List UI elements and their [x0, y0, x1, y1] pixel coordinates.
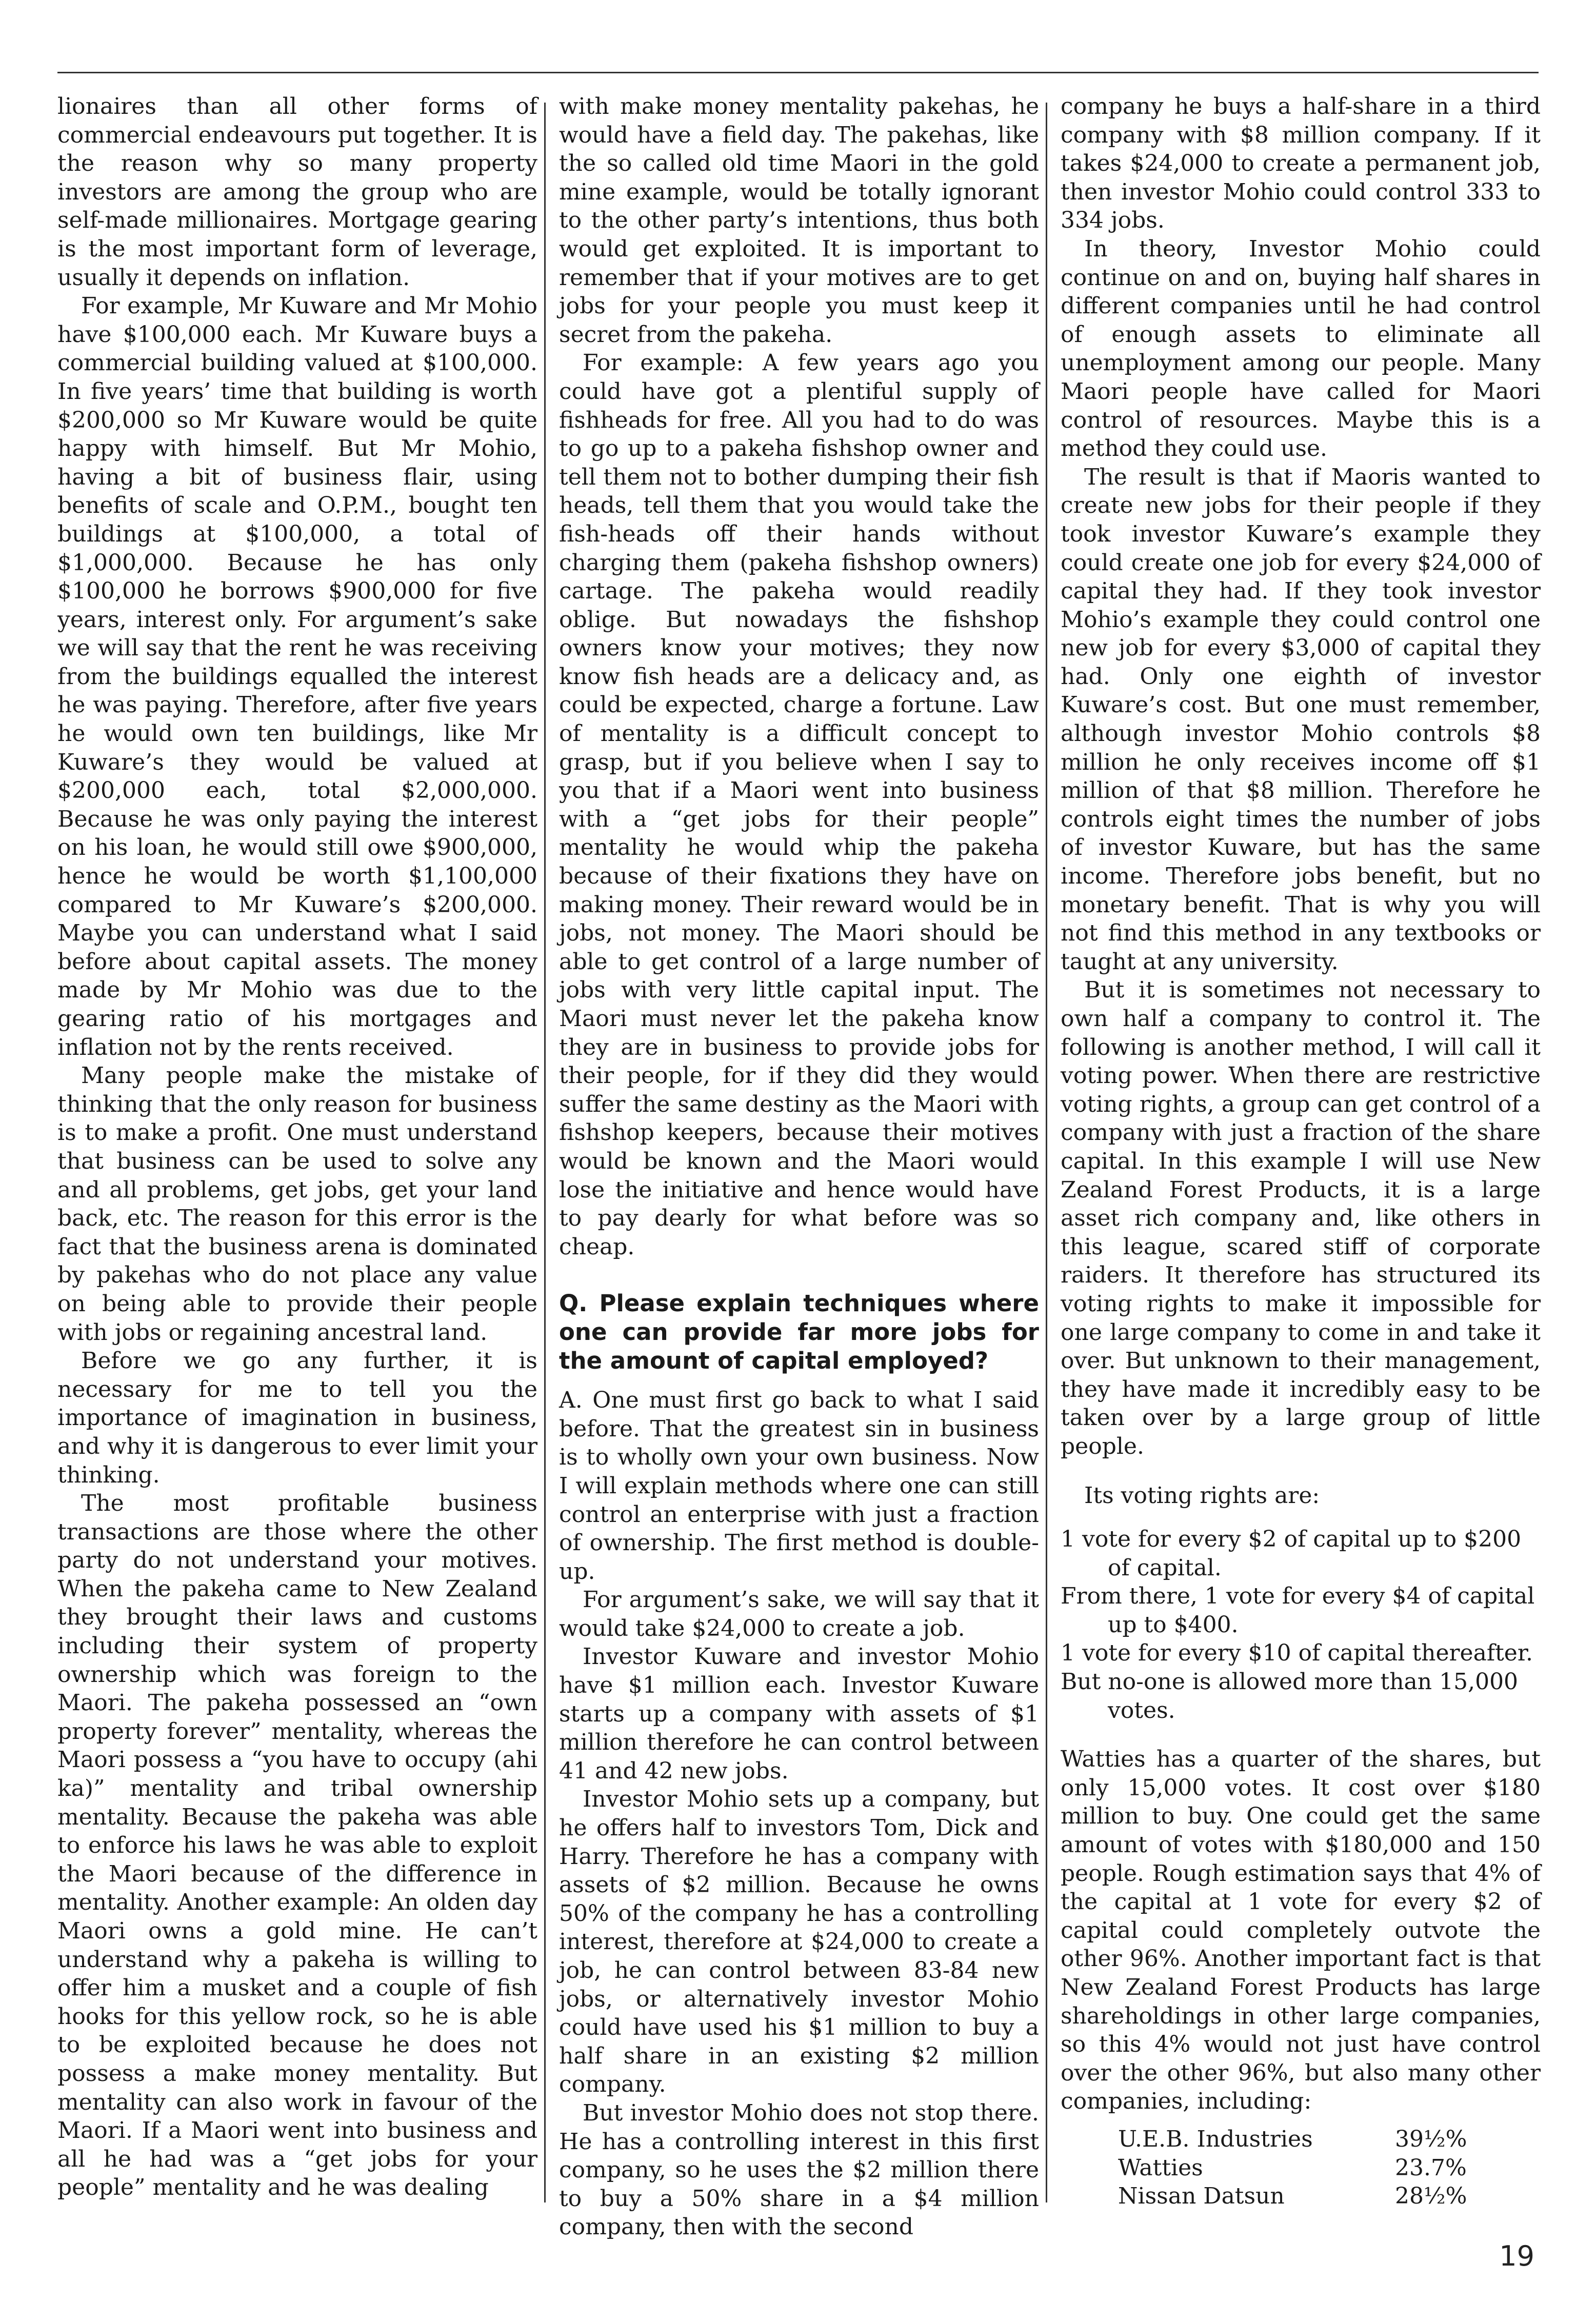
text-column-3 — [1061, 92, 1541, 2211]
paragraph: Before we go any further, it is necessary for me to tell you the importance of imagination in business, and why it is dangerous to ever limit your thinking. — [57, 1348, 537, 1488]
list-item: But no-one is allowed more than 15,000 votes. — [1061, 1669, 1519, 1724]
paragraph: Watties has a quarter of the shares, but only 15,000 votes. It cost over $180 million to buy. One could get the same amount of votes with $180,000 and 150 people. Rough estimation says that 4% of the capital at 1 vote for every $2 of capital could completely outvote the other 96%. Another important fact is that New Zealand Forest Products has large shareholdings in other large companies, so this 4% would not just have control over the other 96%, but also many other companies, including: — [1061, 1746, 1541, 2115]
voting-rules-list — [1061, 1525, 1541, 1725]
holdings-table — [1118, 2125, 1498, 2211]
paragraph: For example, Mr Kuware and Mr Mohio have $100,000 each. Mr Kuware buys a commercial building valued at $100,000. In five years’ time that building is worth $200,000 so Mr Kuware would be quite happy with himself. But Mr Mohio, having a bit of business flair, using benefits of scale and O.P.M., bought ten buildings at $100,000, a total of $1,000,000. Because he has only $100,000 he borrows $900,000 for five years, interest only. For argument’s sake we will say that the rent he was receiving from the buildings equalled the interest he was paying. Therefore, after five years he would own ten buildings, like Mr Kuware’s they would be valued at $200,000 each, total $2,000,000. Because he was only paying the interest on his loan, he would still owe $900,000, hence he would be worth $1,100,000 compared to Mr Kuware’s $200,000. Maybe you can understand what I said before about capital assets. The money made by Mr Mohio was due to the gearing ratio of his mortgages and inflation not by the rents received. — [57, 293, 537, 1060]
top-rule — [57, 72, 1539, 73]
table-row — [1118, 2125, 1498, 2154]
paragraph: For example: A few years ago you could have got a plentiful supply of fishheads for free. All you had to do was to go up to a pakeha fishshop owner and tell them not to bother dumping their fish heads, tell them that you would take the fish-heads off their hands without charging them (pakeha fishshop owners) cartage. The pakeha would readily oblige. But nowadays the fishshop owners know your motives; they now know fish heads are a delicacy and, as could be expected, charge a fortune. Law of mentality is a difficult concept to grasp, but if you believe when I say to you that if a Maori went into business with a “get jobs for their people” mentality he would whip the pakeha because of their fixations they have on making money. Their reward would be in jobs, not money. The Maori should be able to get control of a large number of jobs with very little capital input. The Maori must never let the pakeha know they are in business to provide jobs for their people, for if they did they would suffer the same destiny as the Maori with fishshop keepers, because their motives would be known and the Maori would lose the initiative and hence would have to pay dearly for what before was so cheap. — [559, 350, 1039, 1260]
paragraph: Investor Mohio sets up a company, but he offers half to investors Tom, Dick and Harry. Therefore he has a company with assets of $2 million. Because he owns 50% of the company he has a controlling interest, therefore at $24,000 to create a job, he can control between 83-84 new jobs, or alternatively investor Mohio could have used his $1 million to buy a half share in an existing $2 million company. — [559, 1786, 1039, 2098]
company-name: U.E.B. Industries — [1118, 2126, 1313, 2152]
question-heading: Q. Please explain techniques where one can provide far more jobs for the amount of capital employed? — [559, 1290, 1039, 1374]
company-name: Watties — [1118, 2154, 1203, 2181]
list-item: From there, 1 vote for every $4 of capital up to $400. — [1061, 1583, 1535, 1638]
paragraph: with make money mentality pakehas, he would have a field day. The pakehas, like the so called old time Maori in the gold mine example, would be totally ignorant to the other party’s intentions, thus both would get exploited. It is important to remember that if your motives are to get jobs for your people you must keep it secret from the pakeha. — [559, 93, 1039, 348]
paragraph: But investor Mohio does not stop there. He has a controlling interest in this first company, so he uses the $2 million there to buy a 50% share in a $4 million company, then with the second — [559, 2099, 1039, 2240]
paragraph: For argument’s sake, we will say that it would take $24,000 to create a job. — [559, 1587, 1039, 1641]
table-row — [1118, 2182, 1498, 2211]
company-name: Nissan Datsun — [1118, 2183, 1285, 2210]
text-column-1 — [57, 92, 537, 2202]
column-divider — [1046, 103, 1047, 2202]
paragraph: Investor Kuware and investor Mohio have $1 million each. Investor Kuware starts up a company with assets of $1 million therefore he can control between 41 and 42 new jobs. — [559, 1644, 1039, 1784]
paragraph: The result is that if Maoris wanted to create new jobs for their people if they took investor Kuware’s example they could create one job for every $24,000 of capital they had. If they took investor Mohio’s example they could control one new job for every $3,000 of capital they had. Only one eighth of investor Kuware’s cost. But one must remember, although investor Mohio controls $8 million he only receives income off $1 million of that $8 million. Therefore he controls eight times the number of jobs of investor Kuware, but has the same income. Therefore jobs benefit, but no monetary benefit. That is why you will not find this method in any textbooks or taught at any university. — [1061, 464, 1541, 975]
text-column-2 — [559, 92, 1039, 2241]
holding-share: 23.7% — [1395, 2154, 1467, 2181]
list-item: 1 vote for every $10 of capital thereafter. — [1061, 1640, 1533, 1667]
paragraph: company he buys a half-share in a third company with $8 million company. If it takes $24,000 to create a permanent job, then investor Mohio could control 333 to 334 jobs. — [1061, 93, 1541, 234]
holding-share: 39½% — [1395, 2126, 1467, 2152]
page-number: 19 — [1499, 2240, 1534, 2272]
paragraph: But it is sometimes not necessary to own half a company to control it. The following is another method, I will call it voting power. When there are restrictive voting rights, a group can get control of a company with just a fraction of the share capital. In this example I will use New Zealand Forest Products, it is a large asset rich company and, like others in this league, scared stiff of corporate raiders. It therefore has structured its voting rights to make it impossible for one large company to come in and take it over. But unknown to their management, they have made it incredibly easy to be taken over by a large group of little people. — [1061, 977, 1541, 1459]
paragraph: In theory, Investor Mohio could continue on and on, buying half shares in different companies until he had control of enough assets to eliminate all unemployment among our people. Many Maori people have called for Maori control of resources. Maybe this is a method they could use. — [1061, 235, 1541, 462]
list-item: 1 vote for every $2 of capital up to $200 of capital. — [1061, 1526, 1522, 1581]
voting-intro: Its voting rights are: — [1084, 1482, 1320, 1509]
paragraph: lionaires than all other forms of commercial endeavours put together. It is the reason why so many property investors are among the group who are self-made millionaires. Mortgage gearing is the most important form of leverage, usually it depends on inflation. — [57, 93, 537, 291]
table-row — [1118, 2154, 1498, 2182]
answer-paragraph: A. One must first go back to what I said before. That the greatest sin in business is to wholly own your own business. Now I will explain methods where one can still control an enterprise with just a fraction of ownership. The first method is double-up. — [559, 1387, 1039, 1585]
paragraph: The most profitable business transactions are those where the other party do not understand your motives. When the pakeha came to New Zealand they brought their laws and customs including their system of property ownership which was foreign to the Maori. The pakeha possessed an “own property forever” mentality, whereas the Maori possess a “you have to occupy (ahi ka)” mentality and tribal ownership mentality. Because the pakeha was able to enforce his laws he was able to exploit the Maori because of the difference in mentality. Another example: An olden day Maori owns a gold mine. He can’t understand why a pakeha is willing to offer him a musket and a couple of fish hooks for this yellow rock, so he is able to be exploited because he does not possess a make money mentality. But mentality can also work in favour of the Maori. If a Maori went into business and all he had was a “get jobs for your people” mentality and he was dealing — [57, 1490, 537, 2201]
column-divider — [544, 103, 546, 2202]
paragraph: Many people make the mistake of thinking that the only reason for business is to make a profit. One must understand that business can be used to solve any and all problems, get jobs, get your land back, etc. The reason for this error is the fact that the business arena is dominated by pakehas who do not place any value on being able to provide their people with jobs or regaining ancestral land. — [57, 1063, 537, 1346]
holding-share: 28½% — [1395, 2183, 1467, 2210]
